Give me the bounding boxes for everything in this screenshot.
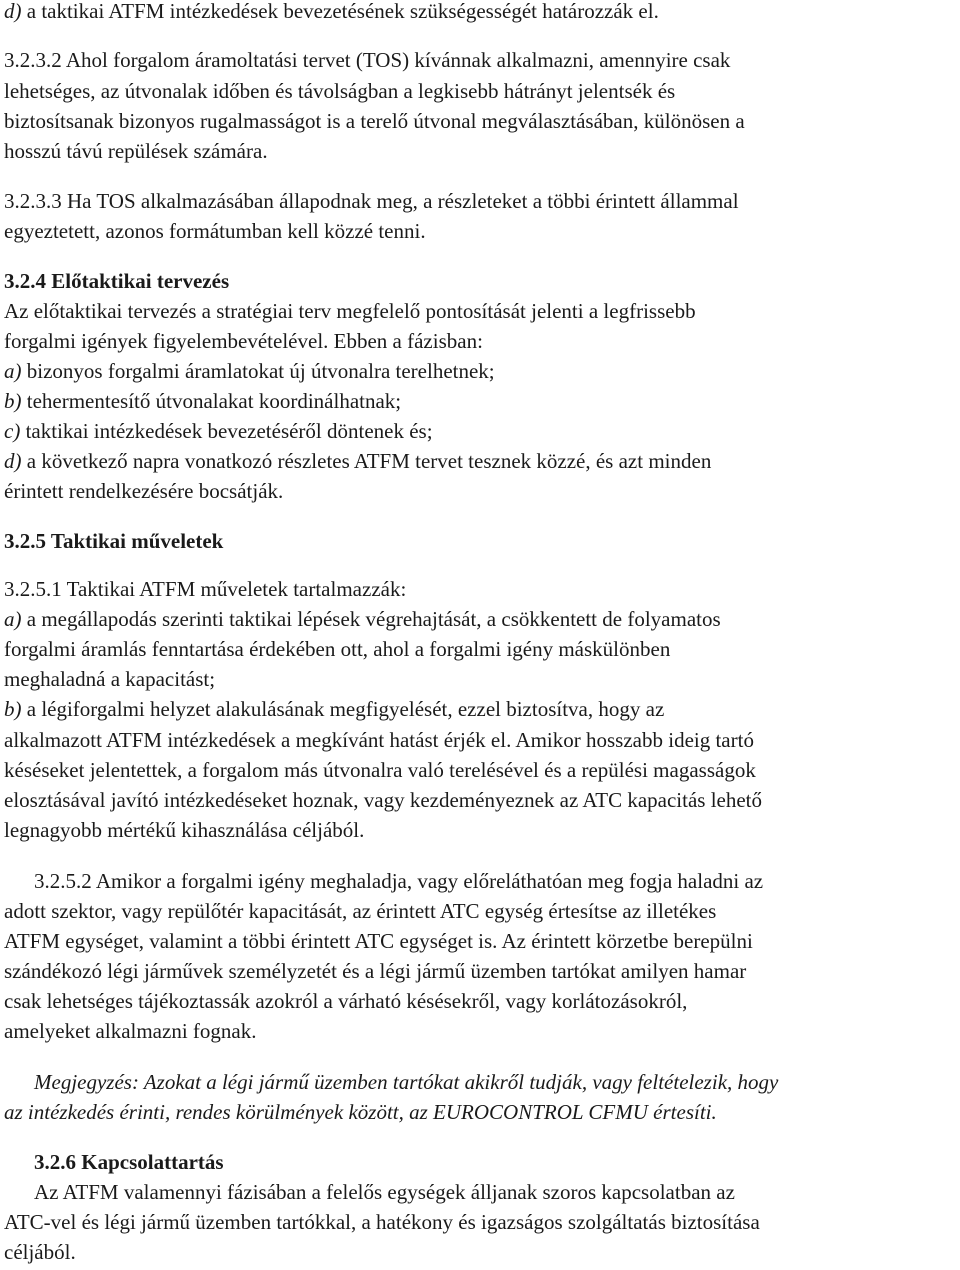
paragraph-line: ATFM egységet, valamint a többi érintett ATC egységet is. Az érintett körzetbe berepülni <box>4 929 753 953</box>
paragraph-line: egyeztetett, azonos formátumban kell közzé tenni. <box>4 219 426 243</box>
list-item <box>4 446 711 476</box>
paragraph-line: késéseket jelentettek, a forgalom más útvonalra való terelésével és a repülési magasságok <box>4 758 756 782</box>
paragraph-line: Az előtaktikai tervezés a stratégiai terv megfelelő pontosítását jelenti a legfrissebb <box>4 299 696 323</box>
note-line: az intézkedés érinti, rendes körülmények között, az EUROCONTROL CFMU értesíti. <box>4 1100 717 1124</box>
note-line: Megjegyzés: Azokat a légi jármű üzemben tartókat akikről tudják, vagy feltételezik, hogy <box>34 1070 779 1094</box>
paragraph-line: alkalmazott ATFM intézkedések a megkívánt hatást érjék el. Amikor hosszabb ideig tartó <box>4 728 754 752</box>
paragraph-line: lehetséges, az útvonalak időben és távolságban a legkisebb hátrányt jelentsék és <box>4 79 676 103</box>
paragraph-line: forgalmi igények figyelembevételével. Ebben a fázisban: <box>4 329 483 353</box>
list-item <box>4 356 495 386</box>
paragraph-line: 3.2.5.2 Amikor a forgalmi igény meghaladja, vagy előreláthatóan meg fogja haladni az <box>34 869 764 893</box>
paragraph-line: Az ATFM valamennyi fázisában a felelős egységek álljanak szoros kapcsolatban az <box>34 1180 735 1204</box>
item-text: a taktikai ATFM intézkedések bevezetésének szükségességét határozzák el. <box>21 0 659 23</box>
item-label: b) <box>4 389 22 413</box>
paragraph-line: legnagyobb mértékű kihasználása céljából. <box>4 818 365 842</box>
item-label: a) <box>4 607 22 631</box>
paragraph-line: ATC-vel és légi jármű üzemben tartókkal, a hatékony és igazságos szolgáltatás biztosítása <box>4 1210 760 1234</box>
list-item <box>4 416 433 446</box>
item-label: a) <box>4 359 22 383</box>
item-label: d) <box>4 0 22 23</box>
paragraph-line: adott szektor, vagy repülőtér kapacitását, az érintett ATC egység értesítse az illetékes <box>4 899 717 923</box>
list-item-d-prev <box>4 0 659 26</box>
item-text: a megállapodás szerinti taktikai lépések végrehajtását, a csökkentett de folyamatos <box>21 607 721 631</box>
item-label: b) <box>4 697 22 721</box>
paragraph-line: szándékozó légi járművek személyzetét és a légi jármű üzemben tartókat amilyen hamar <box>4 959 747 983</box>
paragraph-line: érintett rendelkezésére bocsátják. <box>4 479 284 503</box>
section-heading: 3.2.5 Taktikai műveletek <box>4 529 224 553</box>
item-label: c) <box>4 419 21 443</box>
paragraph-line: elosztásával javító intézkedéseket hoznak, vagy kezdeményeznek az ATC kapacitás lehető <box>4 788 763 812</box>
item-text: tehermentesítő útvonalakat koordinálhatnak; <box>21 389 402 413</box>
item-text: a következő napra vonatkozó részletes ATFM tervet tesznek közzé, és azt minden <box>21 449 712 473</box>
paragraph-line: amelyeket alkalmazni fognak. <box>4 1019 257 1043</box>
paragraph-line: 3.2.3.2 Ahol forgalom áramoltatási tervet (TOS) kívánnak alkalmazni, amennyire csak <box>4 48 731 72</box>
list-item <box>4 604 721 634</box>
paragraph-line: forgalmi áramlás fenntartása érdekében ott, ahol a forgalmi igény máskülönben <box>4 637 671 661</box>
item-text: bizonyos forgalmi áramlatokat új útvonalra terelhetnek; <box>21 359 495 383</box>
item-label: d) <box>4 449 22 473</box>
paragraph-line: csak lehetséges tájékoztassák azokról a várható késésekről, vagy korlátozásokról, <box>4 989 688 1013</box>
paragraph-line: hosszú távú repülések számára. <box>4 139 268 163</box>
item-text: a légiforgalmi helyzet alakulásának megfigyelését, ezzel biztosítva, hogy az <box>21 697 665 721</box>
section-heading: 3.2.6 Kapcsolattartás <box>34 1150 224 1174</box>
paragraph-line: 3.2.5.1 Taktikai ATFM műveletek tartalmazzák: <box>4 577 407 601</box>
item-text: taktikai intézkedések bevezetéséről döntenek és; <box>20 419 433 443</box>
list-item <box>4 386 401 416</box>
paragraph-line: céljából. <box>4 1240 76 1264</box>
list-item <box>4 694 664 724</box>
paragraph-line: biztosítsanak bizonyos rugalmasságot is a terelő útvonal megválasztásában, különösen a <box>4 109 745 133</box>
paragraph-line: meghaladná a kapacitást; <box>4 667 216 691</box>
section-heading: 3.2.4 Előtaktikai tervezés <box>4 269 230 293</box>
paragraph-line: 3.2.3.3 Ha TOS alkalmazásában állapodnak meg, a részleteket a többi érintett állammal <box>4 189 739 213</box>
